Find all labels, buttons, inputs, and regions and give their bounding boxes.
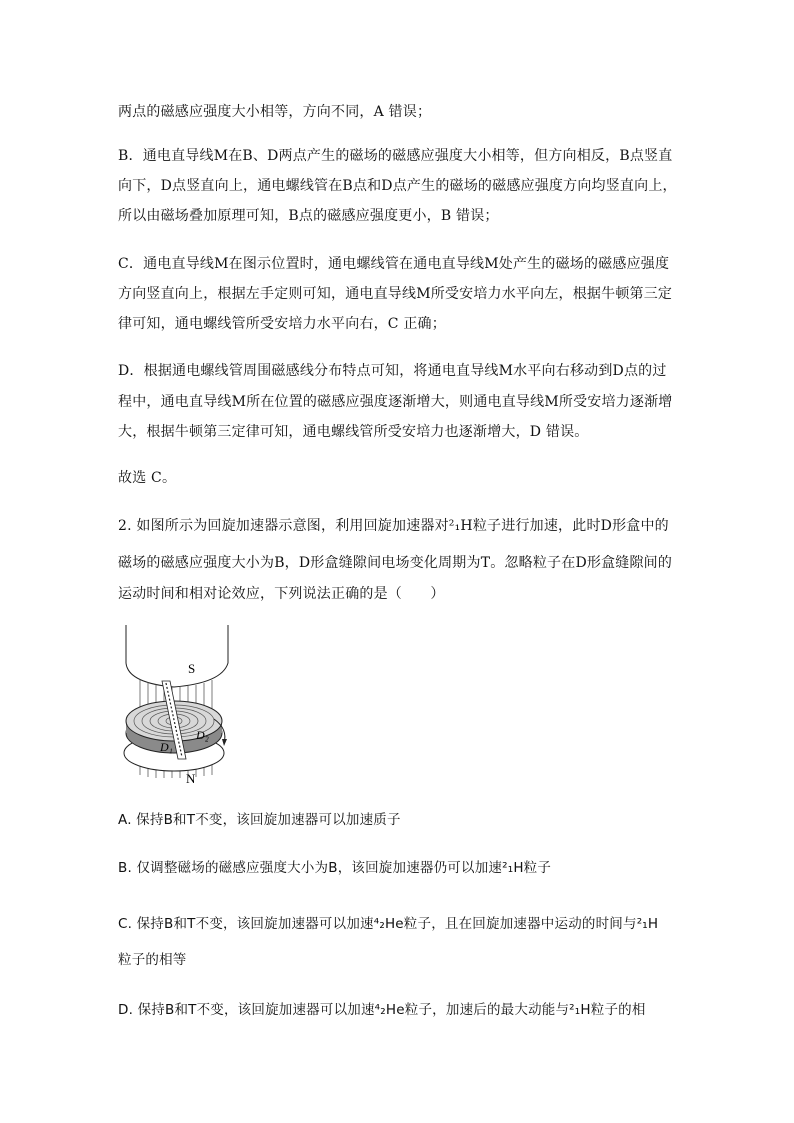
- option-d: D. 保持B和T不变，该回旋加速器可以加速⁴₂He粒子，加速后的最大动能与²₁H粒子的相: [118, 1002, 646, 1018]
- question-line1: 2. 如图所示为回旋加速器示意图，利用回旋加速器对²₁H粒子进行加速，此时D形盒中的: [118, 518, 669, 534]
- solution-c-line3: 律可知，通电螺线管所受安培力水平向右，C 正确；: [118, 316, 446, 332]
- option-a: A. 保持B和T不变，该回旋加速器可以加速质子: [118, 812, 401, 828]
- solution-c-line1: C．通电直导线M在图示位置时，通电螺线管在通电直导线M处产生的磁场的磁感应强度: [118, 256, 670, 272]
- option-c-line2: 粒子的相等: [118, 952, 187, 968]
- question-line2: 磁场的磁感应强度大小为B，D形盒缝隙间电场变化周期为T。忽略粒子在D形盒缝隙间的: [118, 555, 673, 571]
- answer-line: 故选 C。: [118, 470, 177, 486]
- figure-label-d2: D₂: [196, 728, 209, 742]
- solution-d-line3: 大，根据牛顿第三定律可知，通电螺线管所受安培力也逐渐增大，D 错误。: [118, 424, 589, 440]
- cyclotron-diagram: [118, 625, 248, 785]
- solution-b-line1: B．通电直导线M在B、D两点产生的磁场的磁感应强度大小相等，但方向相反，B点竖直: [118, 148, 673, 164]
- solution-d-line1: D．根据通电螺线管周围磁感线分布特点可知，将通电直导线M水平向右移动到D点的过: [118, 363, 667, 379]
- option-c-line1: C. 保持B和T不变，该回旋加速器可以加速⁴₂He粒子，且在回旋加速器中运动的时间与²₁H: [118, 916, 659, 932]
- solution-b-line3: 所以由磁场叠加原理可知，B点的磁感应强度更小，B 错误；: [118, 208, 499, 224]
- solution-c-line2: 方向竖直向上，根据左手定则可知，通电直导线M所受安培力水平向左，根据牛顿第三定: [118, 286, 673, 302]
- solution-a-tail: 两点的磁感应强度大小相等，方向不同，A 错误；: [118, 104, 432, 120]
- option-b: B. 仅调整磁场的磁感应强度大小为B，该回旋加速器仍可以加速²₁H粒子: [118, 860, 552, 876]
- figure-label-s: S: [188, 661, 196, 676]
- question-line3: 运动时间和相对论效应，下列说法正确的是（ ）: [118, 586, 445, 602]
- solution-b-line2: 向下，D点竖直向上，通电螺线管在B点和D点产生的磁场的磁感应强度方向均竖直向上，: [118, 178, 677, 194]
- figure-label-d1: D₁: [160, 740, 173, 754]
- solution-d-line2: 程中，通电直导线M所在位置的磁感应强度逐渐增大，则通电直导线M所受安培力逐渐增: [118, 394, 673, 410]
- figure-label-n: N: [186, 771, 196, 785]
